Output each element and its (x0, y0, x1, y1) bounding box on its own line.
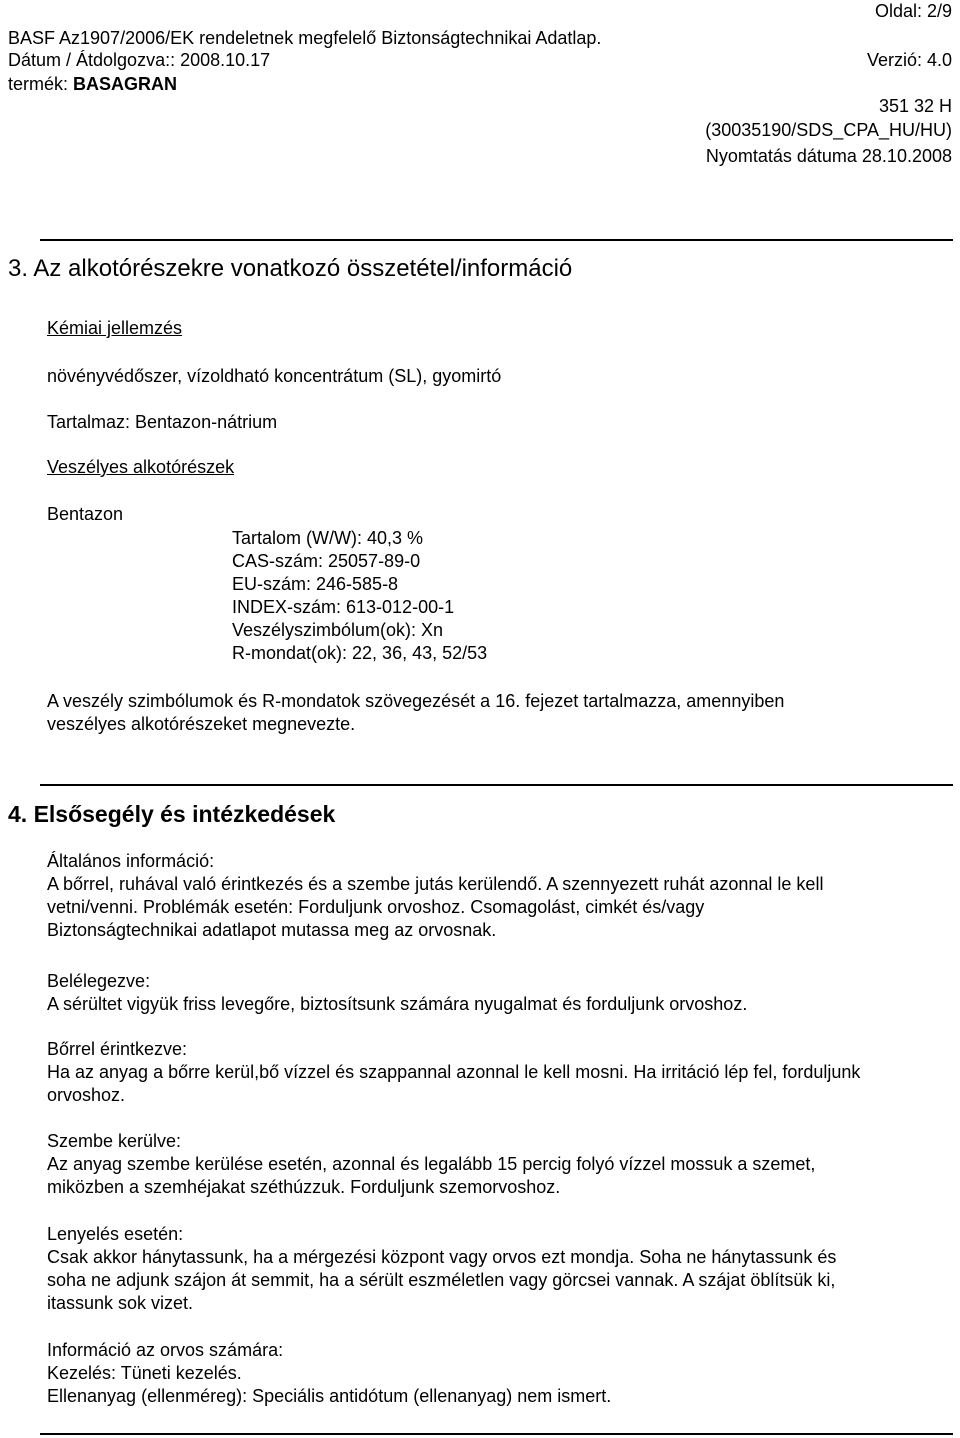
detail-line: Tartalom (W/W): 40,3 % (232, 528, 424, 548)
section4-divider (40, 784, 953, 786)
block-line: Biztonságtechnikai adatlapot mutassa meg az orvosnak. (47, 920, 497, 940)
first-aid-general (47, 850, 952, 942)
block-line: miközben a szemhéjakat széthúzzuk. Forduljunk szemorvoshoz. (47, 1177, 561, 1197)
note-line: A veszély szimbólumok és R-mondatok szövegezését a 16. fejezet tartalmazza, amennyiben (47, 691, 785, 711)
print-date: Nyomtatás dátuma 28.10.2008 (705, 146, 952, 166)
product (8, 73, 177, 95)
detail-line: CAS-szám: 25057-89-0 (232, 551, 421, 571)
product-name: BASAGRAN (73, 74, 178, 94)
version: Verzió: 4.0 (866, 50, 952, 70)
detail-line: Veszélyszimbólum(ok): Xn (232, 620, 444, 640)
block-heading: Általános információ: (47, 851, 215, 871)
component-name: Bentazon (47, 504, 124, 524)
block-line: Ha az anyag a bőrre kerül,bő vízzel és szappannal azonnal le kell mosni. Ha irritáció lép fel, forduljunk (47, 1062, 861, 1082)
block-line: A sérültet vigyük friss levegőre, biztosítsunk számára nyugalmat és forduljunk orvoshoz. (47, 994, 748, 1014)
first-aid-inhalation (47, 970, 952, 1016)
revision-date: Dátum / Átdolgozva:: 2008.10.17 (8, 50, 271, 70)
first-aid-eyes (47, 1130, 952, 1199)
block-line: orvoshoz. (47, 1085, 126, 1105)
note-line: veszélyes alkotórészeket megnevezte. (47, 714, 356, 734)
detail-line: EU-szám: 246-585-8 (232, 574, 399, 594)
block-line: Az anyag szembe kerülése esetén, azonnal és legalább 15 percig folyó vízzel mossuk a szemet, (47, 1154, 816, 1174)
component-details (232, 527, 932, 665)
bottom-divider (40, 1433, 953, 1435)
block-line: vetni/venni. Problémák esetén: Forduljunk orvoshoz. Csomagolást, cimkét és/vagy (47, 897, 705, 917)
block-line: soha ne adjunk szájon át semmit, ha a sérült eszméletlen vagy görcsei vannak. A szájat öblítsük ki, (47, 1270, 836, 1290)
block-line: Csak akkor hánytassunk, ha a mérgezési központ vagy orvos ezt mondja. Soha ne hánytassunk és (47, 1247, 837, 1267)
block-heading: Bőrrel érintkezve: (47, 1039, 188, 1059)
product-code: 351 32 H (878, 96, 952, 116)
block-line: Ellenanyag (ellenméreg): Speciális antidótum (ellenanyag) nem ismert. (47, 1386, 612, 1406)
product-label: termék: (8, 74, 69, 94)
hazard-note (47, 690, 952, 736)
hazardous-heading: Veszélyes alkotórészek (47, 457, 235, 477)
document-id: (30035190/SDS_CPA_HU/HU) (705, 120, 952, 140)
contains-text: Tartalmaz: Bentazon-nátrium (47, 412, 278, 432)
section4-title: 4. Elsősegély és intézkedések (8, 801, 336, 827)
detail-line: R-mondat(ok): 22, 36, 43, 52/53 (232, 643, 488, 663)
regulation-title: BASF Az1907/2006/EK rendeletnek megfelelő Biztonságtechnikai Adatlap. (8, 28, 602, 48)
physician-info (47, 1339, 952, 1408)
block-heading: Lenyelés esetén: (47, 1224, 184, 1244)
page-number: Oldal: 2/9 (874, 1, 952, 21)
block-heading: Információ az orvos számára: (47, 1340, 284, 1360)
chem-heading: Kémiai jellemzés (47, 318, 183, 338)
block-heading: Belélegezve: (47, 971, 151, 991)
block-line: A bőrrel, ruhával való érintkezés és a szembe jutás kerülendő. A szennyezett ruhát azonnal le kell (47, 874, 824, 894)
block-line: itassunk sok vizet. (47, 1293, 194, 1313)
chem-text: növényvédőszer, vízoldható koncentrátum (SL), gyomirtó (47, 366, 502, 386)
detail-line: INDEX-szám: 613-012-00-1 (232, 597, 455, 617)
section3-title: 3. Az alkotórészekre vonatkozó összetétel/információ (8, 255, 573, 282)
block-heading: Szembe kerülve: (47, 1131, 182, 1151)
block-line: Kezelés: Tüneti kezelés. (47, 1363, 242, 1383)
section3-divider (40, 239, 953, 241)
first-aid-skin (47, 1038, 952, 1107)
first-aid-ingestion (47, 1223, 952, 1315)
